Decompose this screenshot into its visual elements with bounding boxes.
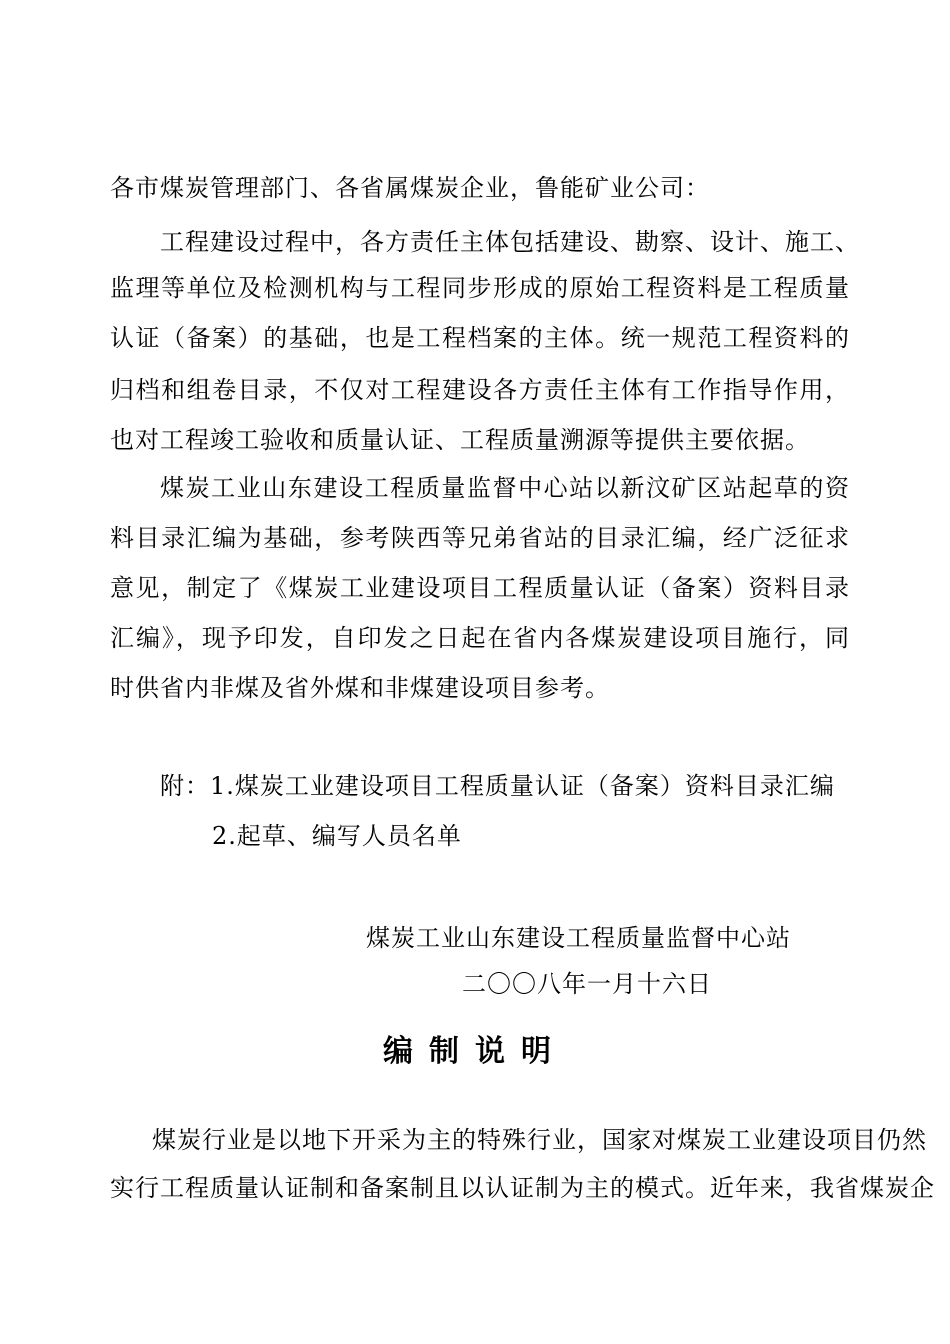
issue-date: 二〇〇八年一月十六日 (462, 970, 712, 998)
paragraph-line: 煤炭工业山东建设工程质量监督中心站以新汶矿区站起草的资 (160, 474, 850, 502)
signature: 煤炭工业山东建设工程质量监督中心站 (366, 924, 791, 952)
paragraph-line: 认证（备案）的基础，也是工程档案的主体。统一规范工程资料的 (110, 324, 850, 352)
paragraph-line: 工程建设过程中，各方责任主体包括建设、勘察、设计、施工、 (160, 228, 860, 256)
section-title: 编制说明 (383, 1034, 567, 1069)
paragraph-line: 意见，制定了《煤炭工业建设项目工程质量认证（备案）资料目录 (110, 574, 850, 602)
paragraph-line: 监理等单位及检测机构与工程同步形成的原始工程资料是工程质量 (110, 274, 850, 302)
paragraph-line: 也对工程竣工验收和质量认证、工程质量溯源等提供主要依据。 (110, 426, 810, 454)
paragraph-line: 归档和组卷目录，不仅对工程建设各方责任主体有工作指导作用， (110, 376, 850, 404)
paragraph-line: 汇编》，现予印发，自印发之日起在省内各煤炭建设项目施行，同 (110, 624, 850, 652)
paragraph-line: 时供省内非煤及省外煤和非煤建设项目参考。 (110, 674, 610, 702)
paragraph-line: 料目录汇编为基础，参考陕西等兄弟省站的目录汇编，经广泛征求 (110, 524, 850, 552)
paragraph-line: 实行工程质量认证制和备案制且以认证制为主的模式。近年来，我省煤炭企 (110, 1174, 935, 1202)
attachment-item: 2.起草、编写人员名单 (212, 822, 462, 850)
paragraph-line: 煤炭行业是以地下开采为主的特殊行业，国家对煤炭工业建设项目仍然 (152, 1126, 927, 1154)
salutation: 各市煤炭管理部门、各省属煤炭企业，鲁能矿业公司： (110, 174, 710, 202)
attachment-item: 附：1.煤炭工业建设项目工程质量认证（备案）资料目录汇编 (160, 772, 835, 800)
